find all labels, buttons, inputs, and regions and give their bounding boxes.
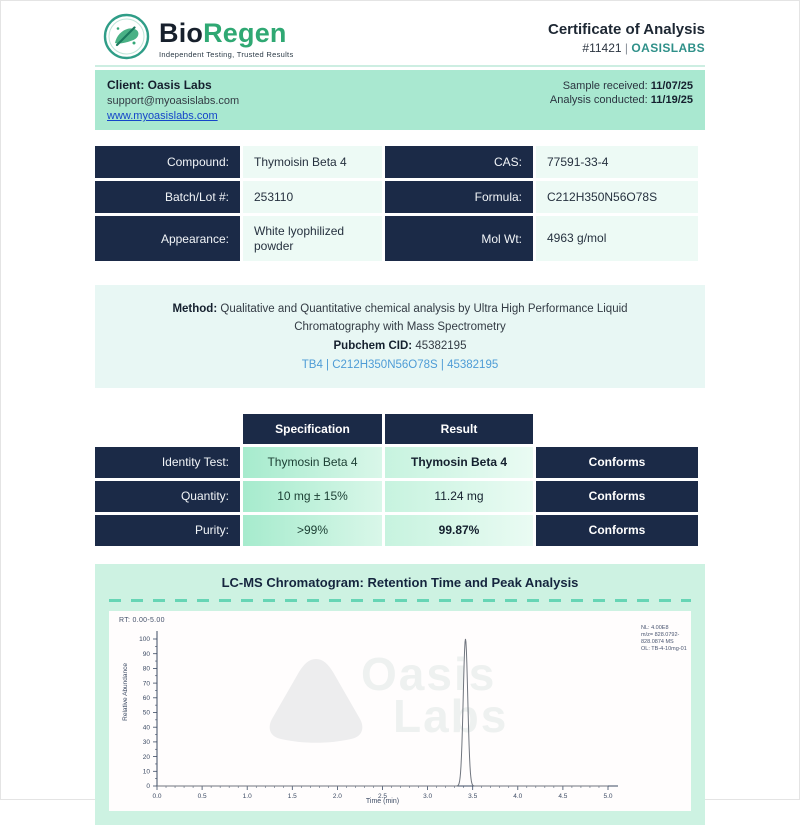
annotation-line: m/z= 828.0792- (641, 631, 680, 638)
svg-text:3.5: 3.5 (468, 792, 478, 800)
header (95, 1, 705, 61)
annotation-line: 828.0874 MS (641, 638, 674, 645)
client-info-bar (95, 70, 705, 130)
chromatogram-section (95, 564, 705, 825)
purity-label: Purity: (95, 515, 240, 546)
batch-label: Batch/Lot #: (95, 181, 240, 213)
brand-name-bio: Bio (159, 17, 204, 48)
compound-reference-link[interactable]: TB4 | C212H350N56O78S | 45382195 (301, 359, 499, 372)
pubchem-line (135, 337, 665, 355)
svg-text:0.0: 0.0 (152, 792, 162, 800)
svg-text:4.5: 4.5 (558, 792, 568, 800)
watermark-line2: Labs (393, 689, 509, 742)
cas-value: 77591-33-4 (536, 146, 698, 178)
svg-text:2.5: 2.5 (377, 792, 388, 800)
quantity-status: Conforms (536, 481, 698, 512)
client-name: Client: Oasis Labs (107, 78, 212, 92)
svg-text:40: 40 (142, 723, 150, 731)
formula-value: C212H350N56O78S (536, 181, 698, 213)
identity-test-spec: Thymosin Beta 4 (243, 447, 382, 478)
identity-test-label: Identity Test: (95, 447, 240, 478)
cas-label: CAS: (385, 146, 533, 178)
svg-text:90: 90 (142, 650, 150, 658)
svg-text:0: 0 (146, 782, 150, 790)
svg-text:5.0: 5.0 (603, 792, 613, 800)
svg-text:3.0: 3.0 (423, 792, 433, 800)
svg-text:1.0: 1.0 (242, 792, 252, 800)
sample-received-label: Sample received: (562, 80, 648, 92)
svg-text:2.0: 2.0 (332, 792, 342, 800)
compound-value: Thymoisin Beta 4 (243, 146, 382, 178)
brand-name-regen: Regen (203, 17, 287, 48)
method-text: Qualitative and Quantitative chemical analysis by Ultra High Performance Liquid Chromatography with Mass Spectrometry (220, 303, 628, 334)
identity-test-status: Conforms (536, 447, 698, 478)
certificate-separator: | (624, 41, 629, 55)
annotation-line: OL: TB-4-10mg-01 (641, 645, 687, 652)
appearance-value: White lyophilized powder (243, 216, 382, 261)
molwt-label: Mol Wt: (385, 216, 533, 261)
quantity-label: Quantity: (95, 481, 240, 512)
client-details (107, 78, 239, 122)
results-header-spacer (95, 414, 240, 444)
pubchem-cid-label: Pubchem CID: (333, 339, 413, 352)
analysis-conducted-label: Analysis conducted: (549, 94, 648, 106)
certificate-header (548, 13, 705, 55)
certificate-lab-name: OASISLABS (631, 41, 705, 55)
brand-logo (103, 13, 294, 65)
svg-text:4.0: 4.0 (513, 792, 523, 800)
peak-annotation (641, 625, 687, 653)
sample-received-line (550, 80, 693, 92)
purity-status: Conforms (536, 515, 698, 546)
results-header-spacer (536, 414, 698, 444)
analysis-conducted-line (550, 94, 693, 106)
chromatogram-plot (109, 611, 691, 811)
svg-text:60: 60 (142, 694, 150, 702)
client-website-link[interactable]: www.myoasislabs.com (107, 110, 218, 122)
svg-text:100: 100 (139, 635, 150, 643)
svg-text:10: 10 (142, 768, 150, 776)
watermark-line1: Oasis (361, 647, 497, 700)
identity-test-result: Thymosin Beta 4 (385, 447, 533, 478)
certificate-number: #11421 (582, 41, 622, 55)
method-label: Method: (172, 303, 218, 315)
chromatogram-chart (109, 611, 691, 811)
client-email: support@myoasislabs.com (107, 95, 240, 107)
svg-text:0.5: 0.5 (197, 792, 207, 800)
compound-info-table (95, 146, 705, 261)
svg-text:20: 20 (142, 753, 150, 761)
compound-label: Compound: (95, 146, 240, 178)
header-divider (95, 65, 705, 67)
purity-result: 99.87% (385, 515, 533, 546)
dashed-divider (109, 599, 691, 602)
quantity-spec: 10 mg ± 15% (243, 481, 382, 512)
sample-received-date: 11/07/25 (650, 80, 693, 92)
results-table (95, 414, 705, 546)
svg-text:80: 80 (142, 665, 150, 673)
method-description (135, 300, 665, 337)
molwt-value: 4963 g/mol (536, 216, 698, 261)
analysis-dates (550, 78, 693, 122)
purity-spec: >99% (243, 515, 382, 546)
bioregen-logo-icon (103, 13, 150, 65)
formula-label: Formula: (385, 181, 533, 213)
svg-text:70: 70 (142, 679, 150, 687)
svg-text:1.5: 1.5 (287, 792, 297, 800)
brand-text (159, 17, 294, 59)
chromatogram-title: LC-MS Chromatogram: Retention Time and Peak Analysis (221, 574, 579, 590)
brand-tagline: Independent Testing, Trusted Results (159, 49, 294, 59)
y-axis-title: Relative Abundance (122, 662, 129, 721)
pubchem-cid-value: 45382195 (415, 339, 467, 352)
specification-header: Specification (243, 414, 382, 444)
analysis-conducted-date: 11/19/25 (650, 94, 693, 106)
annotation-line: NL: 4.00E8 (641, 624, 669, 631)
certificate-title: Certificate of Analysis (548, 21, 705, 38)
batch-value: 253110 (243, 181, 382, 213)
svg-text:30: 30 (142, 738, 150, 746)
x-axis-title: Time (min) (365, 797, 400, 805)
method-section (95, 285, 705, 388)
appearance-label: Appearance: (95, 216, 240, 261)
quantity-result: 11.24 mg (385, 481, 533, 512)
result-header: Result (385, 414, 533, 444)
svg-text:50: 50 (142, 709, 150, 717)
certificate-subtitle (548, 41, 705, 55)
rt-range-label: RT: 0.00-5.00 (119, 616, 165, 624)
